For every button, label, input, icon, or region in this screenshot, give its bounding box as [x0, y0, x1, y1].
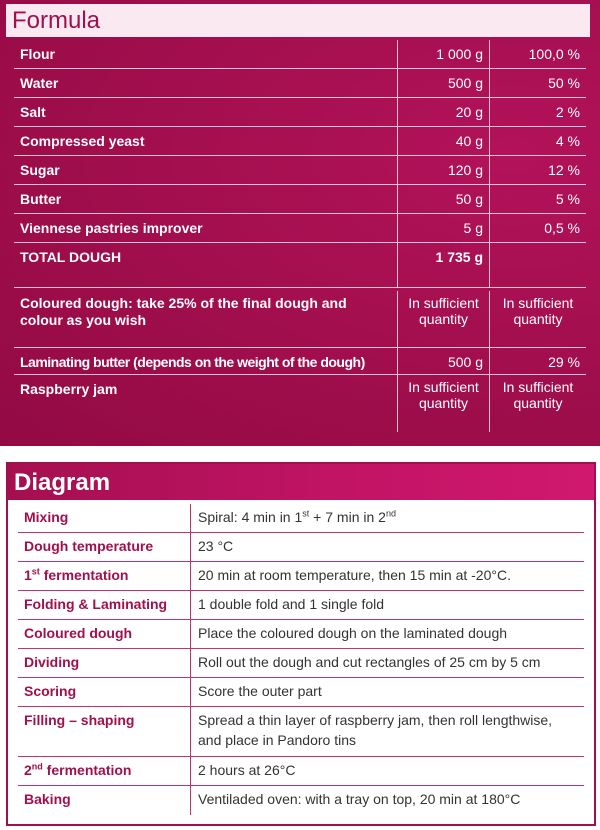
column-divider	[190, 649, 191, 677]
formula-row-raspberry-jam	[14, 375, 586, 432]
formula-title-bar	[6, 4, 590, 37]
formula-title: Formula	[12, 7, 101, 34]
ingredient-label: Water	[20, 75, 59, 91]
step-row-mixing	[18, 504, 584, 533]
step-label: Folding & Laminating	[24, 596, 168, 612]
step-description: Spiral: 4 min in 1st + 7 min in 2nd	[198, 508, 396, 525]
ingredient-weight: 20 g	[397, 98, 489, 126]
ingredient-percent: 0,5 %	[489, 214, 586, 242]
ingredient-label: Raspberry jam	[20, 381, 118, 397]
step-description: Ventiladed oven: with a tray on top, 20 min at 180°C	[198, 791, 521, 807]
ingredient-percent: 50 %	[489, 69, 586, 97]
ingredient-percent: In sufficient quantity	[489, 291, 586, 347]
step-description: Score the outer part	[198, 683, 322, 699]
ingredient-weight: 500 g	[397, 69, 489, 97]
column-divider	[190, 533, 191, 561]
ingredient-weight: 120 g	[397, 156, 489, 184]
formula-row-yeast	[14, 127, 586, 156]
step-description: Spread a thin layer of raspberry jam, then roll lengthwise, and place in Pandoro tins	[198, 712, 553, 748]
formula-row-flour	[14, 40, 586, 69]
total-label: TOTAL DOUGH	[20, 249, 122, 265]
ingredient-label: Sugar	[20, 162, 60, 178]
ingredient-weight: In sufficient quantity	[397, 291, 489, 347]
step-row-second-fermentation	[18, 757, 584, 786]
column-divider	[190, 591, 191, 619]
total-percent-empty	[489, 243, 586, 287]
step-row-baking	[18, 786, 584, 815]
step-row-dividing	[18, 649, 584, 678]
total-weight: 1 735 g	[397, 243, 489, 287]
formula-row-laminating-butter	[14, 348, 586, 375]
step-description: 1 double fold and 1 single fold	[198, 596, 385, 612]
step-label: Coloured dough	[24, 625, 133, 641]
step-row-folding	[18, 591, 584, 620]
ingredient-percent: 29 %	[489, 348, 586, 374]
ingredient-percent: 12 %	[489, 156, 586, 184]
step-row-first-fermentation	[18, 562, 584, 591]
ingredient-label: Laminating butter (depends on the weight of the dough)	[20, 354, 365, 370]
ingredient-label: Salt	[20, 104, 46, 120]
step-label: Filling – shaping	[24, 712, 135, 728]
ingredient-weight: 40 g	[397, 127, 489, 155]
step-description: Place the coloured dough on the laminated dough	[198, 625, 508, 641]
column-divider	[190, 786, 191, 815]
ingredient-label: Butter	[20, 191, 62, 207]
formula-row-water	[14, 69, 586, 98]
formula-row-improver	[14, 214, 586, 243]
column-divider	[190, 678, 191, 706]
ingredient-percent: 5 %	[489, 185, 586, 213]
step-row-dough-temperature	[18, 533, 584, 562]
column-divider	[190, 620, 191, 648]
step-label: Baking	[24, 791, 71, 807]
step-label: Dividing	[24, 654, 80, 670]
ingredient-label: Coloured dough: take 25% of the final dough and colour as you wish	[20, 295, 347, 328]
step-description: 23 °C	[198, 538, 234, 554]
ingredient-percent: 2 %	[489, 98, 586, 126]
step-label: 2nd fermentation	[24, 761, 132, 778]
ingredient-weight: 500 g	[397, 348, 489, 374]
step-description: Roll out the dough and cut rectangles of 25 cm by 5 cm	[198, 654, 541, 670]
step-description: 20 min at room temperature, then 15 min at -20°C.	[198, 567, 511, 583]
diagram-title-bar	[8, 464, 594, 500]
diagram-title: Diagram	[14, 469, 111, 496]
ingredient-percent: 100,0 %	[489, 40, 586, 68]
ingredient-weight: 50 g	[397, 185, 489, 213]
formula-row-coloured-dough	[14, 291, 586, 348]
ingredient-label: Compressed yeast	[20, 133, 145, 149]
column-divider	[190, 562, 191, 590]
column-divider	[190, 757, 191, 785]
column-divider	[190, 707, 191, 756]
ingredient-weight: 5 g	[397, 214, 489, 242]
step-label: Mixing	[24, 509, 69, 525]
ingredient-percent: 4 %	[489, 127, 586, 155]
formula-row-sugar	[14, 156, 586, 185]
diagram-panel	[6, 462, 596, 826]
step-label: Dough temperature	[24, 538, 154, 554]
ingredient-weight: 1 000 g	[397, 40, 489, 68]
column-divider	[190, 504, 191, 532]
step-row-filling-shaping	[18, 707, 584, 757]
step-label: 1st fermentation	[24, 566, 129, 583]
step-row-scoring	[18, 678, 584, 707]
ingredient-label: Flour	[20, 46, 55, 62]
step-label: Scoring	[24, 683, 77, 699]
ingredient-percent: In sufficient quantity	[489, 375, 586, 432]
formula-row-total	[14, 243, 586, 288]
step-description: 2 hours at 26°C	[198, 762, 296, 778]
ingredient-label: Viennese pastries improver	[20, 220, 203, 236]
ingredient-weight: In sufficient quantity	[397, 375, 489, 432]
step-row-coloured-dough	[18, 620, 584, 649]
formula-row-butter	[14, 185, 586, 214]
formula-row-salt	[14, 98, 586, 127]
